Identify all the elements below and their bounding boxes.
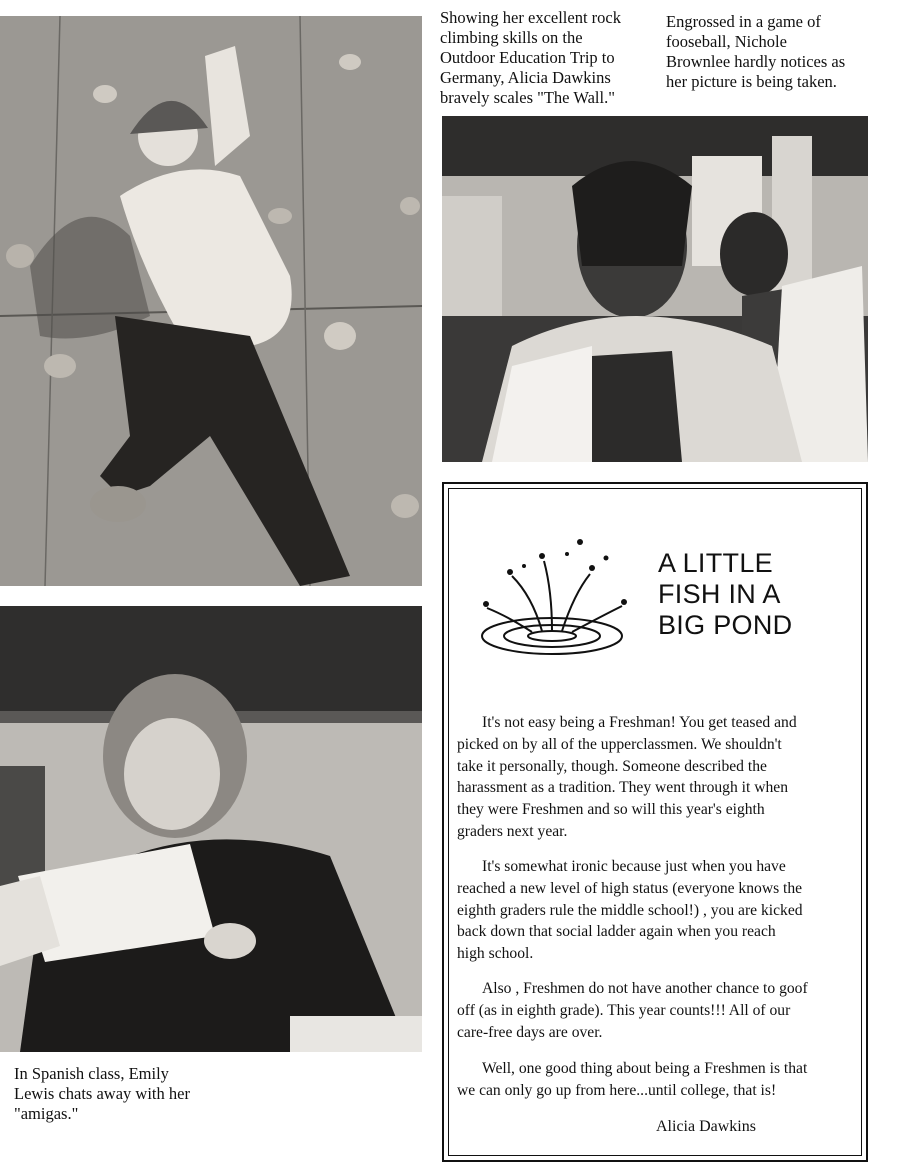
- photo-spanish-class: [0, 606, 422, 1052]
- paragraph-line: Well, one good thing about being a Freshmen is that: [482, 1060, 808, 1077]
- paragraph-line: take it personally, though. Someone described the: [457, 757, 767, 775]
- paragraph-line: picked on by all of the upperclassmen. We shouldn't: [457, 735, 782, 753]
- headline-line: A LITTLE: [658, 548, 773, 578]
- caption-line: Outdoor Education Trip to: [440, 48, 615, 67]
- paragraph-line: It's somewhat ironic because just when you have: [482, 858, 786, 875]
- caption-line: her picture is being taken.: [666, 72, 837, 91]
- paragraph-line: back down that social ladder again when you reach: [457, 923, 776, 941]
- headline-line: BIG POND: [658, 610, 793, 640]
- paragraph-line: off (as in eighth grade). This year counts!!! All of our: [457, 1001, 791, 1019]
- article-byline: Alicia Dawkins: [656, 1118, 756, 1135]
- caption-line: bravely scales "The Wall.": [440, 88, 615, 107]
- article-box: [442, 482, 868, 1162]
- headline-line: FISH IN A: [658, 579, 781, 609]
- caption-line: climbing skills on the: [440, 28, 583, 47]
- caption-line: "amigas.": [14, 1104, 79, 1123]
- caption-line: Brownlee hardly notices as: [666, 52, 846, 71]
- caption-line: Germany, Alicia Dawkins: [440, 68, 611, 87]
- paragraph-line: care-free days are over.: [457, 1023, 603, 1041]
- photo-rock-climbing: [0, 16, 422, 586]
- paragraph-line: It's not easy being a Freshman! You get teased and: [482, 714, 797, 731]
- paragraph-line: harassment as a tradition. They went through it when: [457, 779, 789, 797]
- article-paragraph: [457, 978, 855, 1043]
- article-paragraph: [457, 712, 855, 843]
- paragraph-line: Also , Freshmen do not have another chance to goof: [482, 980, 808, 997]
- caption-spanish-class: [14, 1064, 190, 1124]
- photo-foosball: [442, 116, 868, 462]
- caption-line: fooseball, Nichole: [666, 32, 787, 51]
- article-paragraph: [457, 1058, 855, 1102]
- caption-line: Showing her excellent rock: [440, 8, 621, 27]
- caption-foosball: [666, 12, 845, 92]
- paragraph-line: eighth graders rule the middle school!) , you are kicked: [457, 901, 803, 919]
- paragraph-line: high school.: [457, 945, 534, 963]
- splash-illustration: [472, 536, 632, 666]
- caption-line: Engrossed in a game of: [666, 12, 821, 31]
- caption-line: In Spanish class, Emily: [14, 1064, 169, 1083]
- paragraph-line: we can only go up from here...until college, that is!: [457, 1081, 777, 1099]
- paragraph-line: they were Freshmen and so will this year's eighth: [457, 801, 765, 819]
- caption-line: Lewis chats away with her: [14, 1084, 190, 1103]
- caption-rock-climbing: [440, 8, 621, 108]
- paragraph-line: graders next year.: [457, 822, 568, 840]
- paragraph-line: reached a new level of high status (everyone knows the: [457, 879, 803, 897]
- article-headline: [658, 548, 792, 641]
- article-paragraph: [457, 856, 855, 965]
